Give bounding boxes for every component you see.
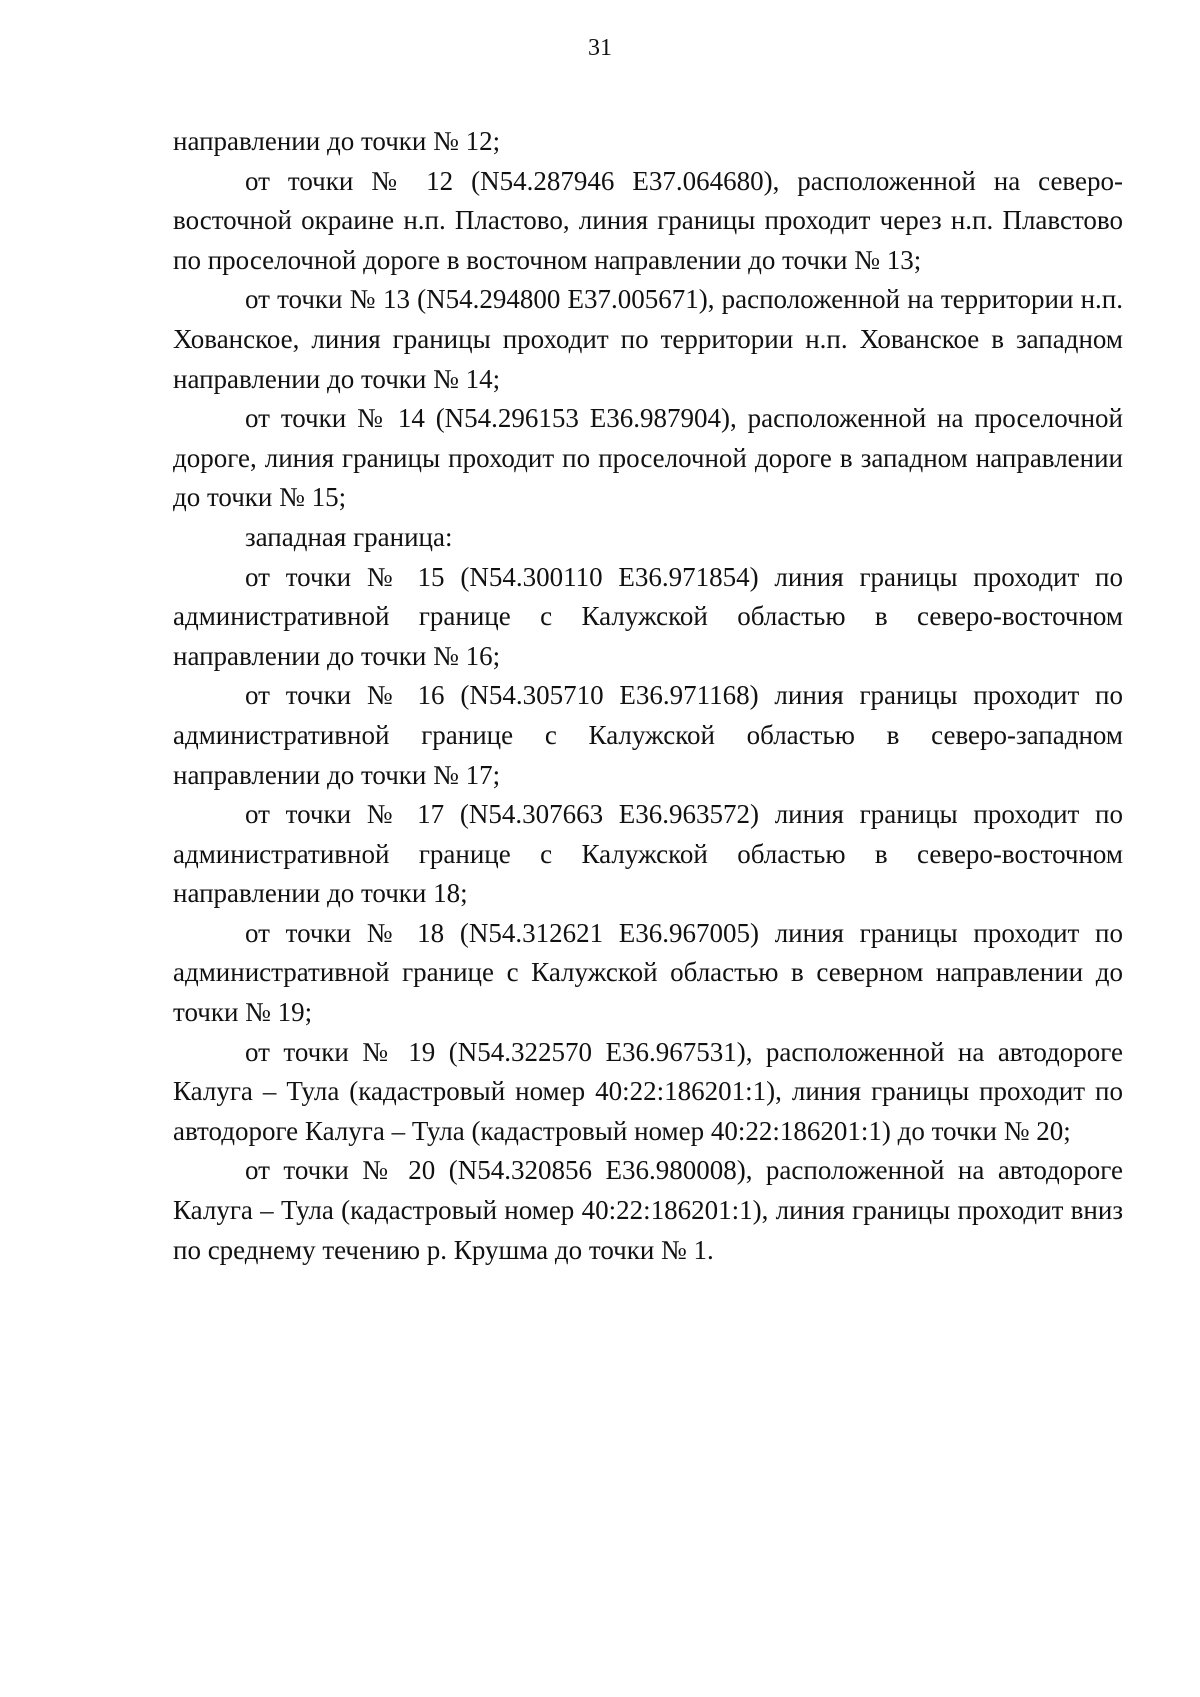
- paragraph-point-13: от точки № 13 (N54.294800 E37.005671), расположенной на территории н.п. Хованское, линия границы проходит по территории н.п. Хованское в западном направлении до точки № 14;: [173, 284, 1123, 394]
- page-number: 31: [588, 35, 612, 61]
- paragraph-point-17: от точки № 17 (N54.307663 E36.963572) линия границы проходит по административной границе с Калужской областью в северо-восточном направлении до точки 18;: [173, 799, 1123, 909]
- paragraph-point-19: от точки № 19 (N54.322570 E36.967531), расположенной на автодороге Калуга – Тула (кадастровый номер 40:22:186201:1), линия границы проходит по автодороге Калуга – Тула (кадастровый номер 40:22:186201:1) до точки № 20;: [173, 1036, 1123, 1146]
- paragraph-point-16: от точки № 16 (N54.305710 E36.971168) линия границы проходит по административной границе с Калужской областью в северо-западном направлении до точки № 17;: [173, 680, 1123, 790]
- paragraph-point-15: от точки № 15 (N54.300110 E36.971854) линия границы проходит по административной границе с Калужской областью в северо-восточном направлении до точки № 16;: [173, 561, 1123, 671]
- paragraph-point-20: от точки № 20 (N54.320856 E36.980008), расположенной на автодороге Калуга – Тула (кадастровый номер 40:22:186201:1), линия границы проходит вниз по среднему течению р. Крушма до точки № 1.: [173, 1155, 1123, 1265]
- paragraph-continuation: направлении до точки № 12;: [173, 126, 501, 156]
- paragraph-point-12: от точки № 12 (N54.287946 E37.064680), расположенной на северо-восточной окраине н.п. Пластово, линия границы проходит через н.п. Плавстово по проселочной дороге в восточном направлении до точки № 13;: [173, 165, 1123, 275]
- paragraph-point-14: от точки № 14 (N54.296153 E36.987904), расположенной на проселочной дороге, линия границы проходит по проселочной дороге в западном направлении до точки № 15;: [173, 403, 1123, 513]
- section-heading-western-border: западная граница:: [245, 521, 453, 552]
- document-body: [173, 122, 1123, 1270]
- paragraph-point-18: от точки № 18 (N54.312621 E36.967005) линия границы проходит по административной границе с Калужской областью в северном направлении до точки № 19;: [173, 917, 1123, 1028]
